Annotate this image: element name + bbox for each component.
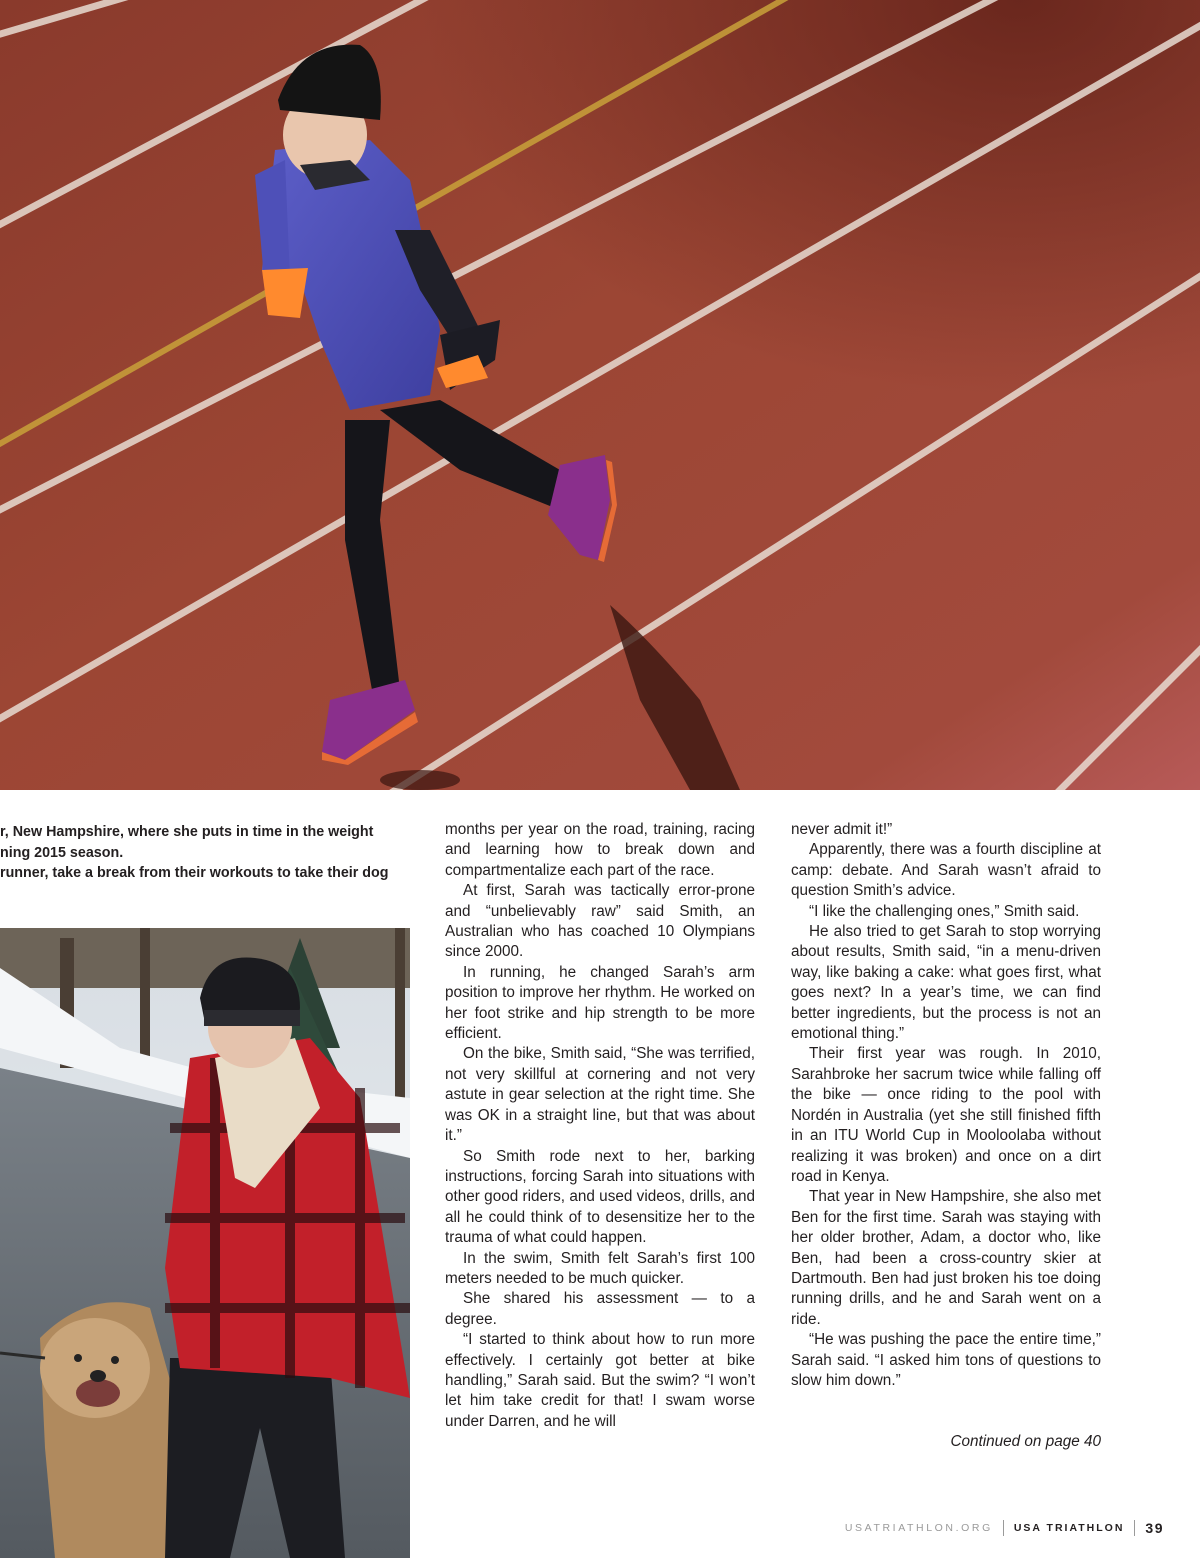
paragraph: never admit it!”: [791, 821, 893, 838]
paragraph: Their first year was rough. In 2010, Sarahbroke her sacrum twice while falling off the bike — once riding to the pool with Nordén in Australia (yet she still finished fifth in an ITU World Cup in Mooloolaba without realizing it was broken) and once on a dirt road in Kenya.: [791, 1045, 1101, 1185]
paragraph: She shared his assessment — to a degree.: [445, 1290, 755, 1328]
article-column-1: [445, 820, 755, 1432]
paragraph: In running, he changed Sarah’s arm position to improve her rhythm. He worked on her foot strike and hip strength to be more efficient.: [445, 963, 755, 1043]
paragraph: Apparently, there was a fourth discipline at camp: debate. And Sarah wasn’t afraid to question Smith’s advice.: [791, 841, 1101, 900]
paragraph: “I started to think about how to run more effectively. I certainly got better at bike handling,” Sarah said. But the swim? “I won’t let him take credit for that! I swam worse under Darren, and he will: [445, 1331, 755, 1430]
paragraph: At first, Sarah was tactically error-prone and “unbelievably raw” said Smith, an Australian who has coached 10 Olympians since 2000.: [445, 882, 755, 961]
paragraph: So Smith rode next to her, barking instructions, forcing Sarah into situations with other good riders, and used videos, drills, and all he could think of to desensitize her to the trauma of what could happen.: [445, 1147, 755, 1247]
continued-on-page-note: Continued on page 40: [950, 1433, 1101, 1450]
article-column-2: [791, 820, 1101, 1391]
caption-line: r, New Hampshire, where she puts in time in the weight: [0, 824, 374, 840]
paragraph: In the swim, Smith felt Sarah’s first 100 meters needed to be much quicker.: [445, 1249, 755, 1287]
photo-caption: [0, 822, 420, 884]
paragraph: “I like the challenging ones,” Smith said.: [809, 902, 1080, 920]
footer-url: USATRIATHLON.ORG: [844, 1522, 993, 1534]
paragraph: “He was pushing the pace the entire time,” Sarah said. “I asked him tons of questions to slow him down.”: [791, 1331, 1101, 1389]
page-number: 39: [1145, 1520, 1164, 1536]
paragraph: That year in New Hampshire, she also met Ben for the first time. Sarah was staying with her older brother, Adam, a doctor who, like Ben, had been a cross-country skier at Dartmouth. Ben had just broken his toe doing running drills, and he and Sarah went on a ride.: [791, 1188, 1101, 1328]
footer-divider: [1003, 1520, 1004, 1536]
caption-line: ning 2015 season.: [0, 844, 124, 861]
photo-man-walking-dog: [0, 928, 410, 1558]
paragraph: He also tried to get Sarah to stop worrying about results, Smith said, “in a menu-driven way, like baking a cake: what goes first, what goes next? In a year’s time, we can find better ingredients, but the process is not an emotional thing.”: [791, 923, 1101, 1043]
footer-divider: [1134, 1520, 1135, 1536]
caption-line: runner, take a break from their workouts to take their dog: [0, 865, 389, 881]
paragraph: On the bike, Smith said, “She was terrified, not very skillful at cornering and not very astute in gear selection at the right time. She was OK in a straight line, but that was about it.”: [445, 1045, 755, 1145]
page-footer: [820, 1516, 1164, 1540]
footer-brand: USA TRIATHLON: [1013, 1522, 1125, 1534]
paragraph: months per year on the road, training, racing and learning how to break down and compartmentalize each part of the race.: [445, 821, 755, 879]
